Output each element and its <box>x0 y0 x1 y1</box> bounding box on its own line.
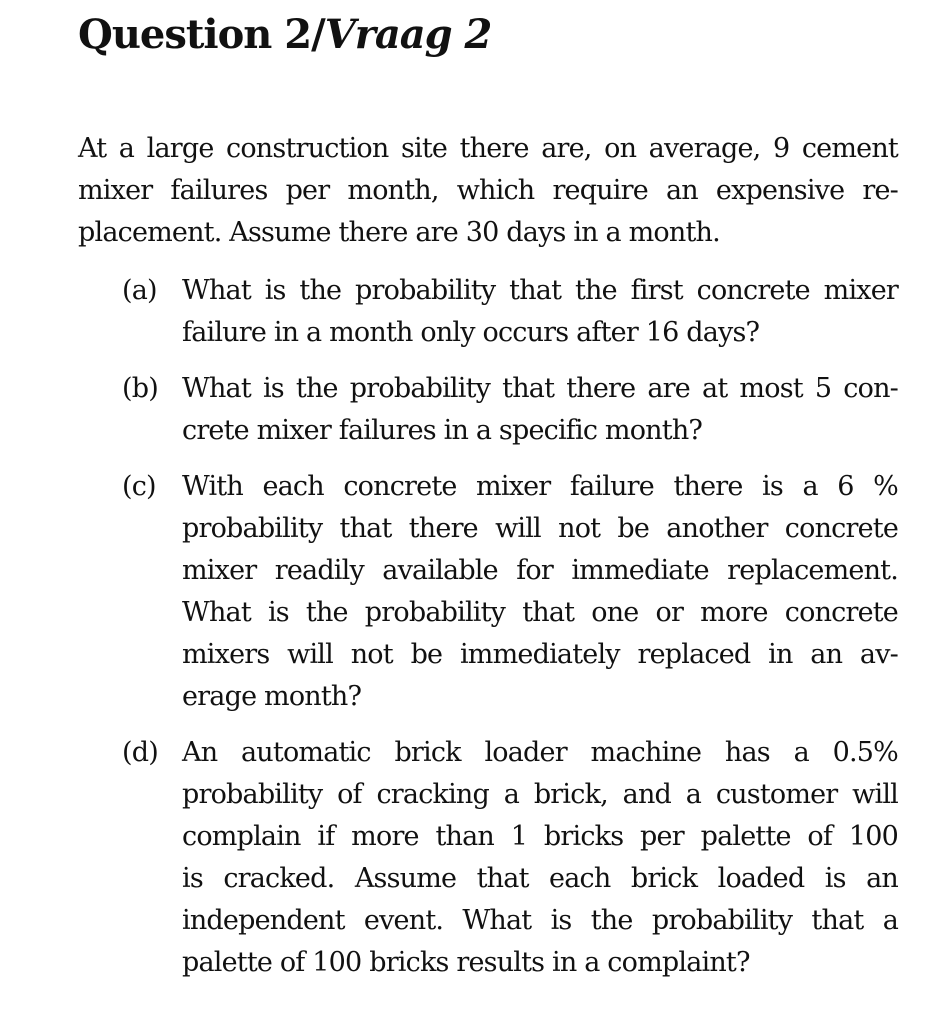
item-line: erage month? <box>182 681 362 712</box>
heading-separator: / <box>311 11 325 58</box>
item-line: mixers will not be immediately replaced in an av- <box>182 639 898 670</box>
item-line: What is the probability that one or more concrete <box>182 597 898 628</box>
intro-line: placement. Assume there are 30 days in a month. <box>78 217 720 248</box>
item-label: (b) <box>122 373 158 404</box>
item-text <box>182 466 898 718</box>
intro-paragraph <box>78 128 898 254</box>
item-line: is cracked. Assume that each brick loaded is an <box>182 863 898 894</box>
intro-line: mixer failures per month, which require an expensive re- <box>78 175 898 206</box>
item-label: (a) <box>122 275 157 306</box>
item-line: crete mixer failures in a specific month? <box>182 415 703 446</box>
item-label: (d) <box>122 737 158 768</box>
item-text <box>182 270 898 354</box>
heading-english: Question 2 <box>78 11 312 58</box>
item-line: What is the probability that there are at most 5 con- <box>182 373 898 404</box>
item-line: mixer readily available for immediate replacement. <box>182 555 898 586</box>
item-text <box>182 732 898 984</box>
item-label: (c) <box>122 471 156 502</box>
question-heading <box>78 6 491 64</box>
item-line: What is the probability that the first concrete mixer <box>182 275 898 306</box>
item-line: complain if more than 1 bricks per palette of 100 <box>182 821 898 852</box>
item-line: probability that there will not be another concrete <box>182 513 898 544</box>
intro-line: At a large construction site there are, on average, 9 cement <box>78 133 898 164</box>
heading-afrikaans: Vraag 2 <box>324 11 492 58</box>
item-line: probability of cracking a brick, and a customer will <box>182 779 898 810</box>
item-line: failure in a month only occurs after 16 days? <box>182 317 760 348</box>
item-text <box>182 368 898 452</box>
item-line: With each concrete mixer failure there is a 6 % <box>182 471 898 502</box>
item-line: An automatic brick loader machine has a 0.5% <box>182 737 898 768</box>
item-line: palette of 100 bricks results in a complaint? <box>182 947 750 978</box>
item-line: independent event. What is the probability that a <box>182 905 898 936</box>
